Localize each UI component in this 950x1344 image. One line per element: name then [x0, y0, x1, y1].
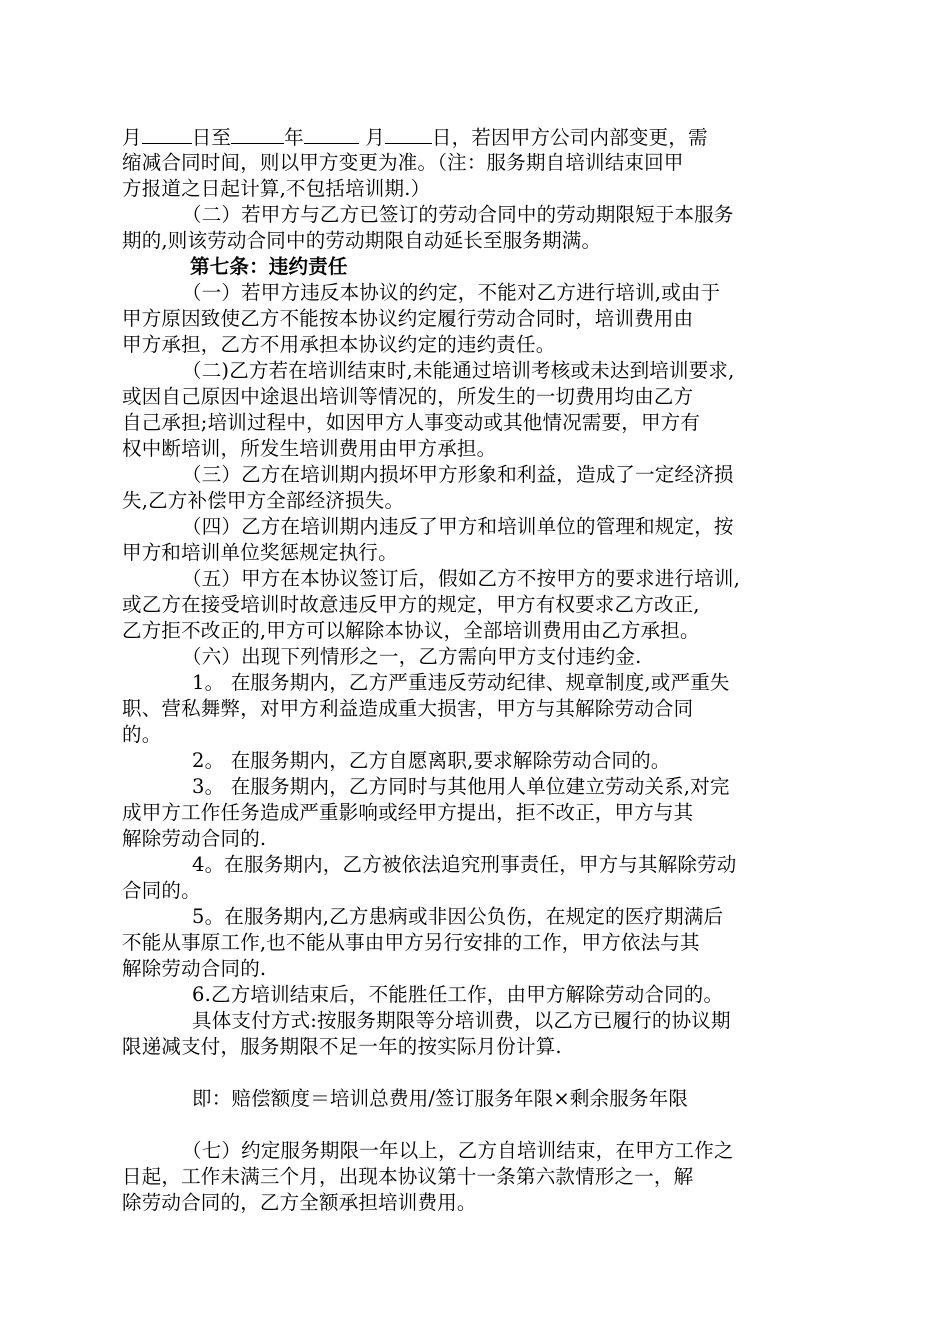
paragraph-start: （六）出现下列情形之一，乙方需向甲方支付违约金.: [182, 645, 642, 668]
text-line: 或因自己原因中途退出培训等情况的，所发生的一切费用均由乙方: [122, 385, 694, 408]
list-item-start: 2。 在服务期内，乙方自愿离职,要求解除劳动合同的。: [192, 749, 671, 772]
text-line: 除劳动合同的，乙方全额承担培训费用。: [122, 1191, 477, 1214]
text-line: 日起，工作未满三个月，出现本协议第十一条第六款情形之一，解: [122, 1165, 694, 1188]
text-fragment: 日，若因甲方公司内部变更，需: [431, 126, 708, 149]
formula-line: 即：赔偿额度＝培训总费用/签订服务年限×剩余服务年限: [192, 1087, 689, 1110]
text-line-1: [122, 126, 708, 149]
text-line: 解除劳动合同的.: [122, 827, 267, 850]
text-line: 解除劳动合同的.: [122, 957, 267, 980]
fill-in-blank: [385, 126, 432, 144]
text-line: 甲方和培训单位奖惩规定执行。: [122, 541, 398, 564]
paragraph-start: （五）甲方在本协议签订后，假如乙方不按甲方的要求进行培训,: [182, 567, 740, 590]
section-heading: 第七条：违约责任: [190, 255, 348, 278]
text-line: 合同的。: [122, 879, 201, 902]
list-item-start: 5。在服务期内,乙方患病或非因公负伤，在规定的医疗期满后: [192, 905, 724, 928]
text-line: 甲方承担，乙方不用承担本协议约定的违约责任。: [122, 333, 556, 356]
text-fragment: 日至: [191, 126, 232, 149]
text-line: 权中断培训，所发生培训费用由甲方承担。: [122, 437, 497, 460]
text-line: 成甲方工作任务造成严重影响或经甲方提出，拒不改正，甲方与其: [122, 801, 694, 824]
list-item-start: 4。在服务期内，乙方被依法追究刑事责任，甲方与其解除劳动: [192, 853, 737, 876]
text-line: 甲方原因致使乙方不能按本协议约定履行劳动合同时，培训费用由: [122, 307, 694, 330]
fill-in-blank: [304, 126, 359, 144]
paragraph-start: （二)乙方若在培训结束时,未能通过培训考核或未达到培训要求,: [182, 359, 735, 382]
text-fragment: 年: [284, 126, 304, 149]
paragraph-start: （四）乙方在培训期内违反了甲方和培训单位的管理和规定，按: [182, 515, 734, 538]
paragraph-start: （七）约定服务期限一年以上，乙方自培训结束，在甲方工作之: [182, 1139, 734, 1162]
text-line: 失,乙方补偿甲方全部经济损失。: [122, 489, 405, 512]
text-line: 自己承担;培训过程中，如因甲方人事变动或其他情况需要，甲方有: [122, 411, 701, 434]
text-line: 限递减支付，服务期限不足一年的按实际月份计算.: [122, 1035, 562, 1058]
list-item-start: 3。 在服务期内，乙方同时与其他用人单位建立劳动关系,对完: [192, 775, 730, 798]
text-line: 职、营私舞弊，对甲方利益造成重大损害，甲方与其解除劳动合同: [122, 697, 694, 720]
text-line: 方报道之日起计算,不包括培训期.）: [122, 177, 431, 200]
text-fragment: 月: [358, 126, 385, 149]
text-fragment: 月: [122, 126, 142, 149]
fill-in-blank: [142, 126, 192, 144]
list-item-start: 6.乙方培训结束后，不能胜任工作，由甲方解除劳动合同的。: [192, 983, 724, 1006]
paragraph-start: （一）若甲方违反本协议的约定，不能对乙方进行培训,或由于: [182, 281, 721, 304]
text-line: 乙方拒不改正的,甲方可以解除本协议，全部培训费用由乙方承担。: [122, 619, 700, 642]
paragraph-start: 具体支付方式:按服务期限等分培训费，以乙方已履行的协议期: [192, 1009, 731, 1032]
text-line: 或乙方在接受培训时故意违反甲方的规定，甲方有权要求乙方改正,: [122, 593, 700, 616]
text-line: 的。: [122, 723, 162, 746]
text-line: 不能从事原工作,也不能从事由甲方另行安排的工作，甲方依法与其: [122, 931, 700, 954]
paragraph-start: （二）若甲方与乙方已签订的劳动合同中的劳动期限短于本服务: [182, 203, 734, 226]
fill-in-blank: [231, 126, 284, 144]
paragraph-start: （三）乙方在培训期内损坏甲方形象和利益，造成了一定经济损: [182, 463, 734, 486]
text-line: 缩减合同时间，则以甲方变更为准。（注：服务期自培训结束回甲: [122, 151, 684, 174]
text-line: 期的,则该劳动合同中的劳动期限自动延长至服务期满。: [122, 229, 602, 252]
list-item-start: 1。 在服务期内，乙方严重违反劳动纪律、规章制度,或严重失: [192, 671, 730, 694]
